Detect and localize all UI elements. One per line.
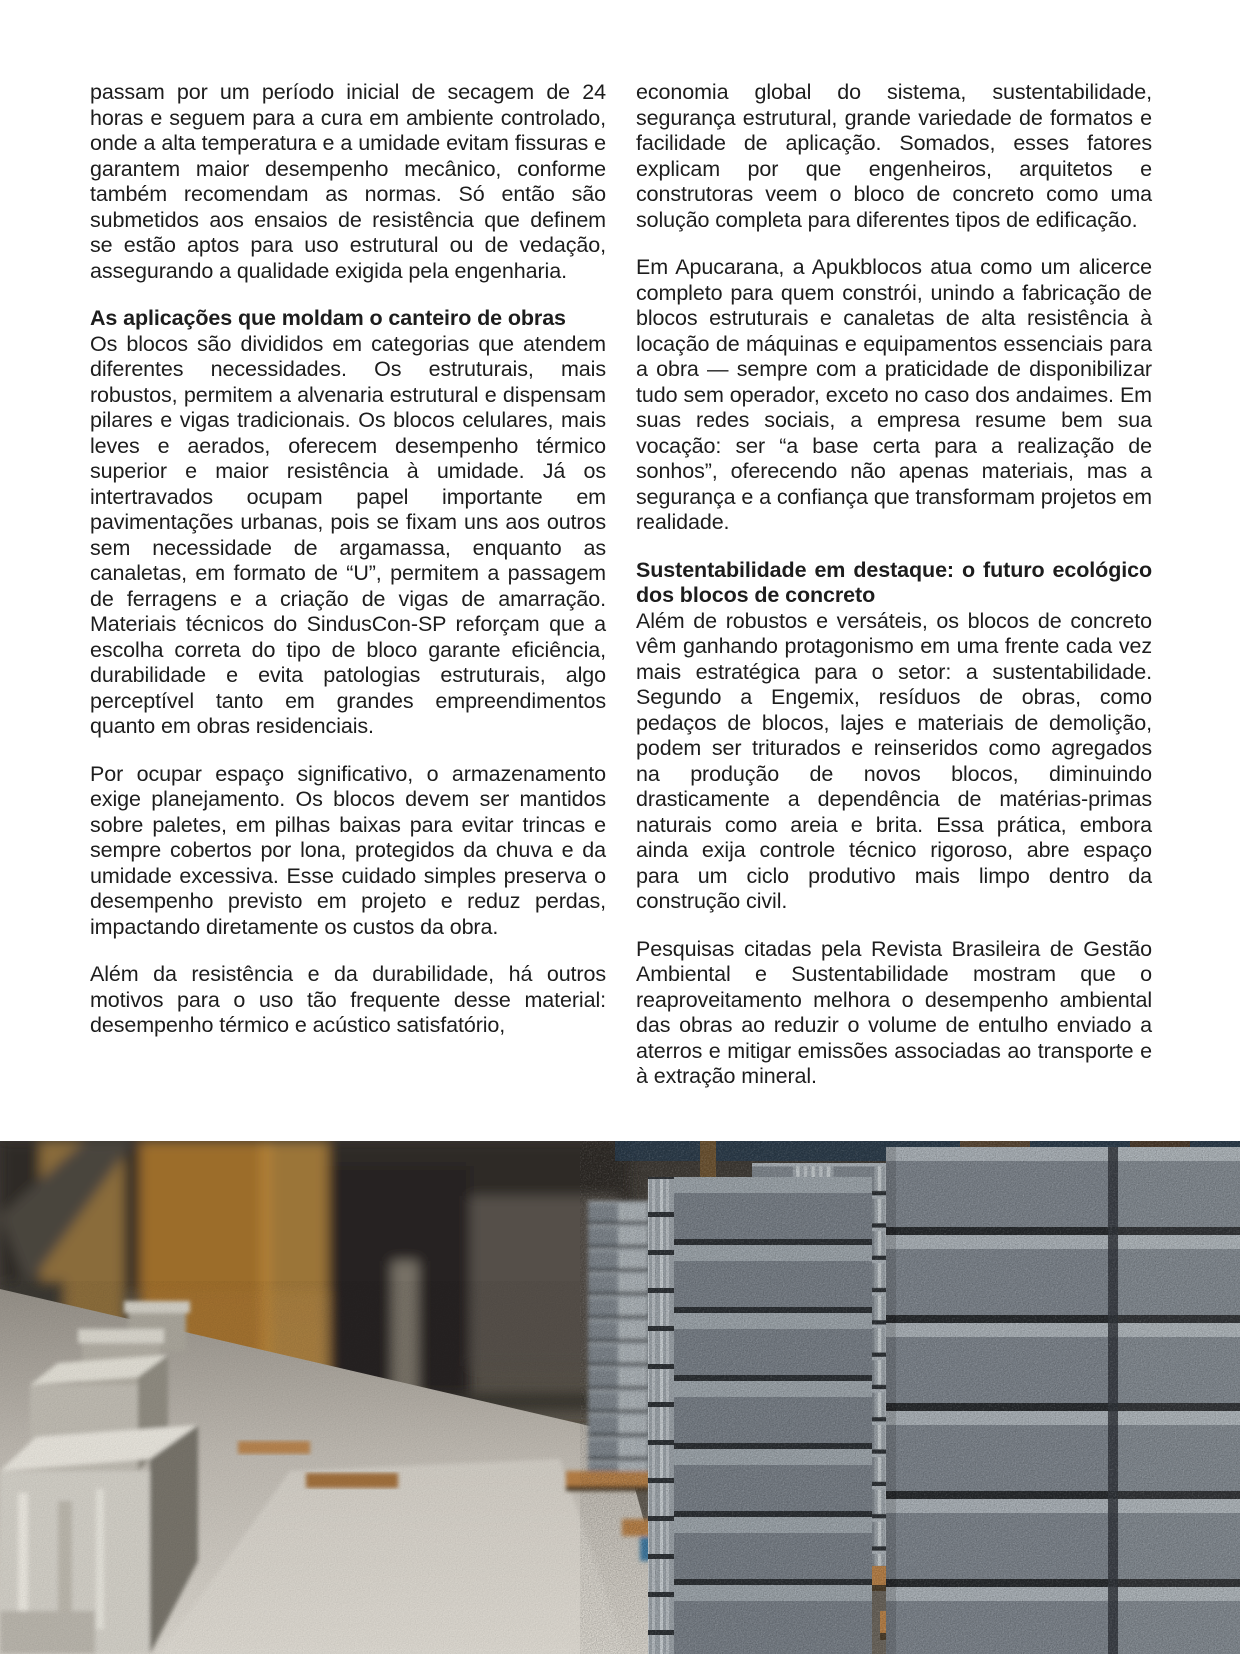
- noise-overlay-light: [580, 1141, 1240, 1654]
- paragraph-reciclagem: Além de robustos e versáteis, os blocos de concreto vêm ganhando protagonismo em uma frente cada vez mais estratégica para o setor: a sustentabilidade. Segundo a Engemix, resíduos de obras, como pedaços de blocos, lajes e materiais de demolição, podem ser triturados e reinseridos como agregados na produção de novos blocos, diminuindo drasticamente a dependência de matérias-primas naturais como areia e brita. Essa prática, embora ainda exija controle técnico rigoroso, abre espaço para um ciclo produtivo mais limpo dentro da construção civil.: [636, 608, 1152, 913]
- column-right: [636, 80, 1152, 1112]
- column-left: [90, 80, 606, 1112]
- paragraph-pesquisas: Pesquisas citadas pela Revista Brasileira de Gestão Ambiental e Sustentabilidade mostram que o reaproveitamento melhora o desempenho ambiental das obras ao reduzir o volume de entulho enviado a aterros e mitigar emissões associadas ao transporte e à extração mineral.: [636, 936, 1152, 1088]
- article-body: [90, 80, 1152, 1112]
- paragraph-economia: economia global do sistema, sustentabilidade, segurança estrutural, grande variedade de formatos e facilidade de aplicação. Somados, esses fatores explicam por que engenheiros, arquitetos e construtoras veem o bloco de concreto como uma solução completa para diferentes tipos de edificação.: [636, 80, 1152, 232]
- heading-sustentabilidade: Sustentabilidade em destaque: o futuro ecológico dos blocos de concreto: [636, 557, 1152, 607]
- paragraph-categorias: Os blocos são divididos em categorias que atendem diferentes necessidades. Os estruturais, mais robustos, permitem a alvenaria estrutural e dispensam pilares e vigas tradicionais. Os blocos celulares, mais leves e aerados, oferecem desempenho térmico superior e maior resistência à umidade. Já os intertravados ocupam papel importante em pavimentações urbanas, pois se fixam uns aos outros sem necessidade de argamassa, enquanto as canaletas, em formato de “U”, permitem a passagem de ferragens e a criação de vigas de amarração. Materiais técnicos do SindusCon-SP reforçam que a escolha correta do tipo de bloco garante eficiência, durabilidade e evita patologias estruturais, algo perceptível tanto em grandes empreendimentos quanto em obras residenciais.: [90, 331, 606, 738]
- paragraph-motivos: Além da resistência e da durabilidade, há outros motivos para o uso tão frequente desse material: desempenho térmico e acústico satisfatório,: [90, 962, 606, 1037]
- paragraph-curing: passam por um período inicial de secagem de 24 horas e seguem para a cura em ambiente controlado, onde a alta temperatura e a umidade evitam fissuras e garantem maior desempenho mecânico, conforme também recomendam as normas. Só então são submetidos aos ensaios de resistência que definem se estão aptos para uso estrutural ou de vedação, assegurando a qualidade exigida pela engenharia.: [90, 80, 606, 283]
- noise-overlay-floor: [0, 1281, 580, 1654]
- factory-photo: [0, 1141, 1240, 1654]
- concrete-blocks-illustration: [0, 1141, 1240, 1654]
- paragraph-armazenamento: Por ocupar espaço significativo, o armazenamento exige planejamento. Os blocos devem ser mantidos sobre paletes, em pilhas baixas para evitar trincas e sempre cobertos por lona, protegidos da chuva e da umidade excessiva. Esse cuidado simples preserva o desempenho previsto em projeto e reduz perdas, impactando diretamente os custos da obra.: [90, 761, 606, 939]
- paragraph-apukblocos: Em Apucarana, a Apukblocos atua como um alicerce completo para quem constrói, unindo a fabricação de blocos estruturais e canaletas de alta resistência à locação de máquinas e equipamentos essenciais para a obra — sempre com a praticidade de disponibilizar tudo sem operador, exceto no caso dos andaimes. Em suas redes sociais, a empresa resume bem sua vocação: ser “a base certa para a realização de sonhos”, oferecendo não apenas materiais, mas a segurança e a confiança que transformam projetos em realidade.: [636, 255, 1152, 534]
- heading-aplicacoes: As aplicações que moldam o canteiro de obras: [90, 306, 566, 330]
